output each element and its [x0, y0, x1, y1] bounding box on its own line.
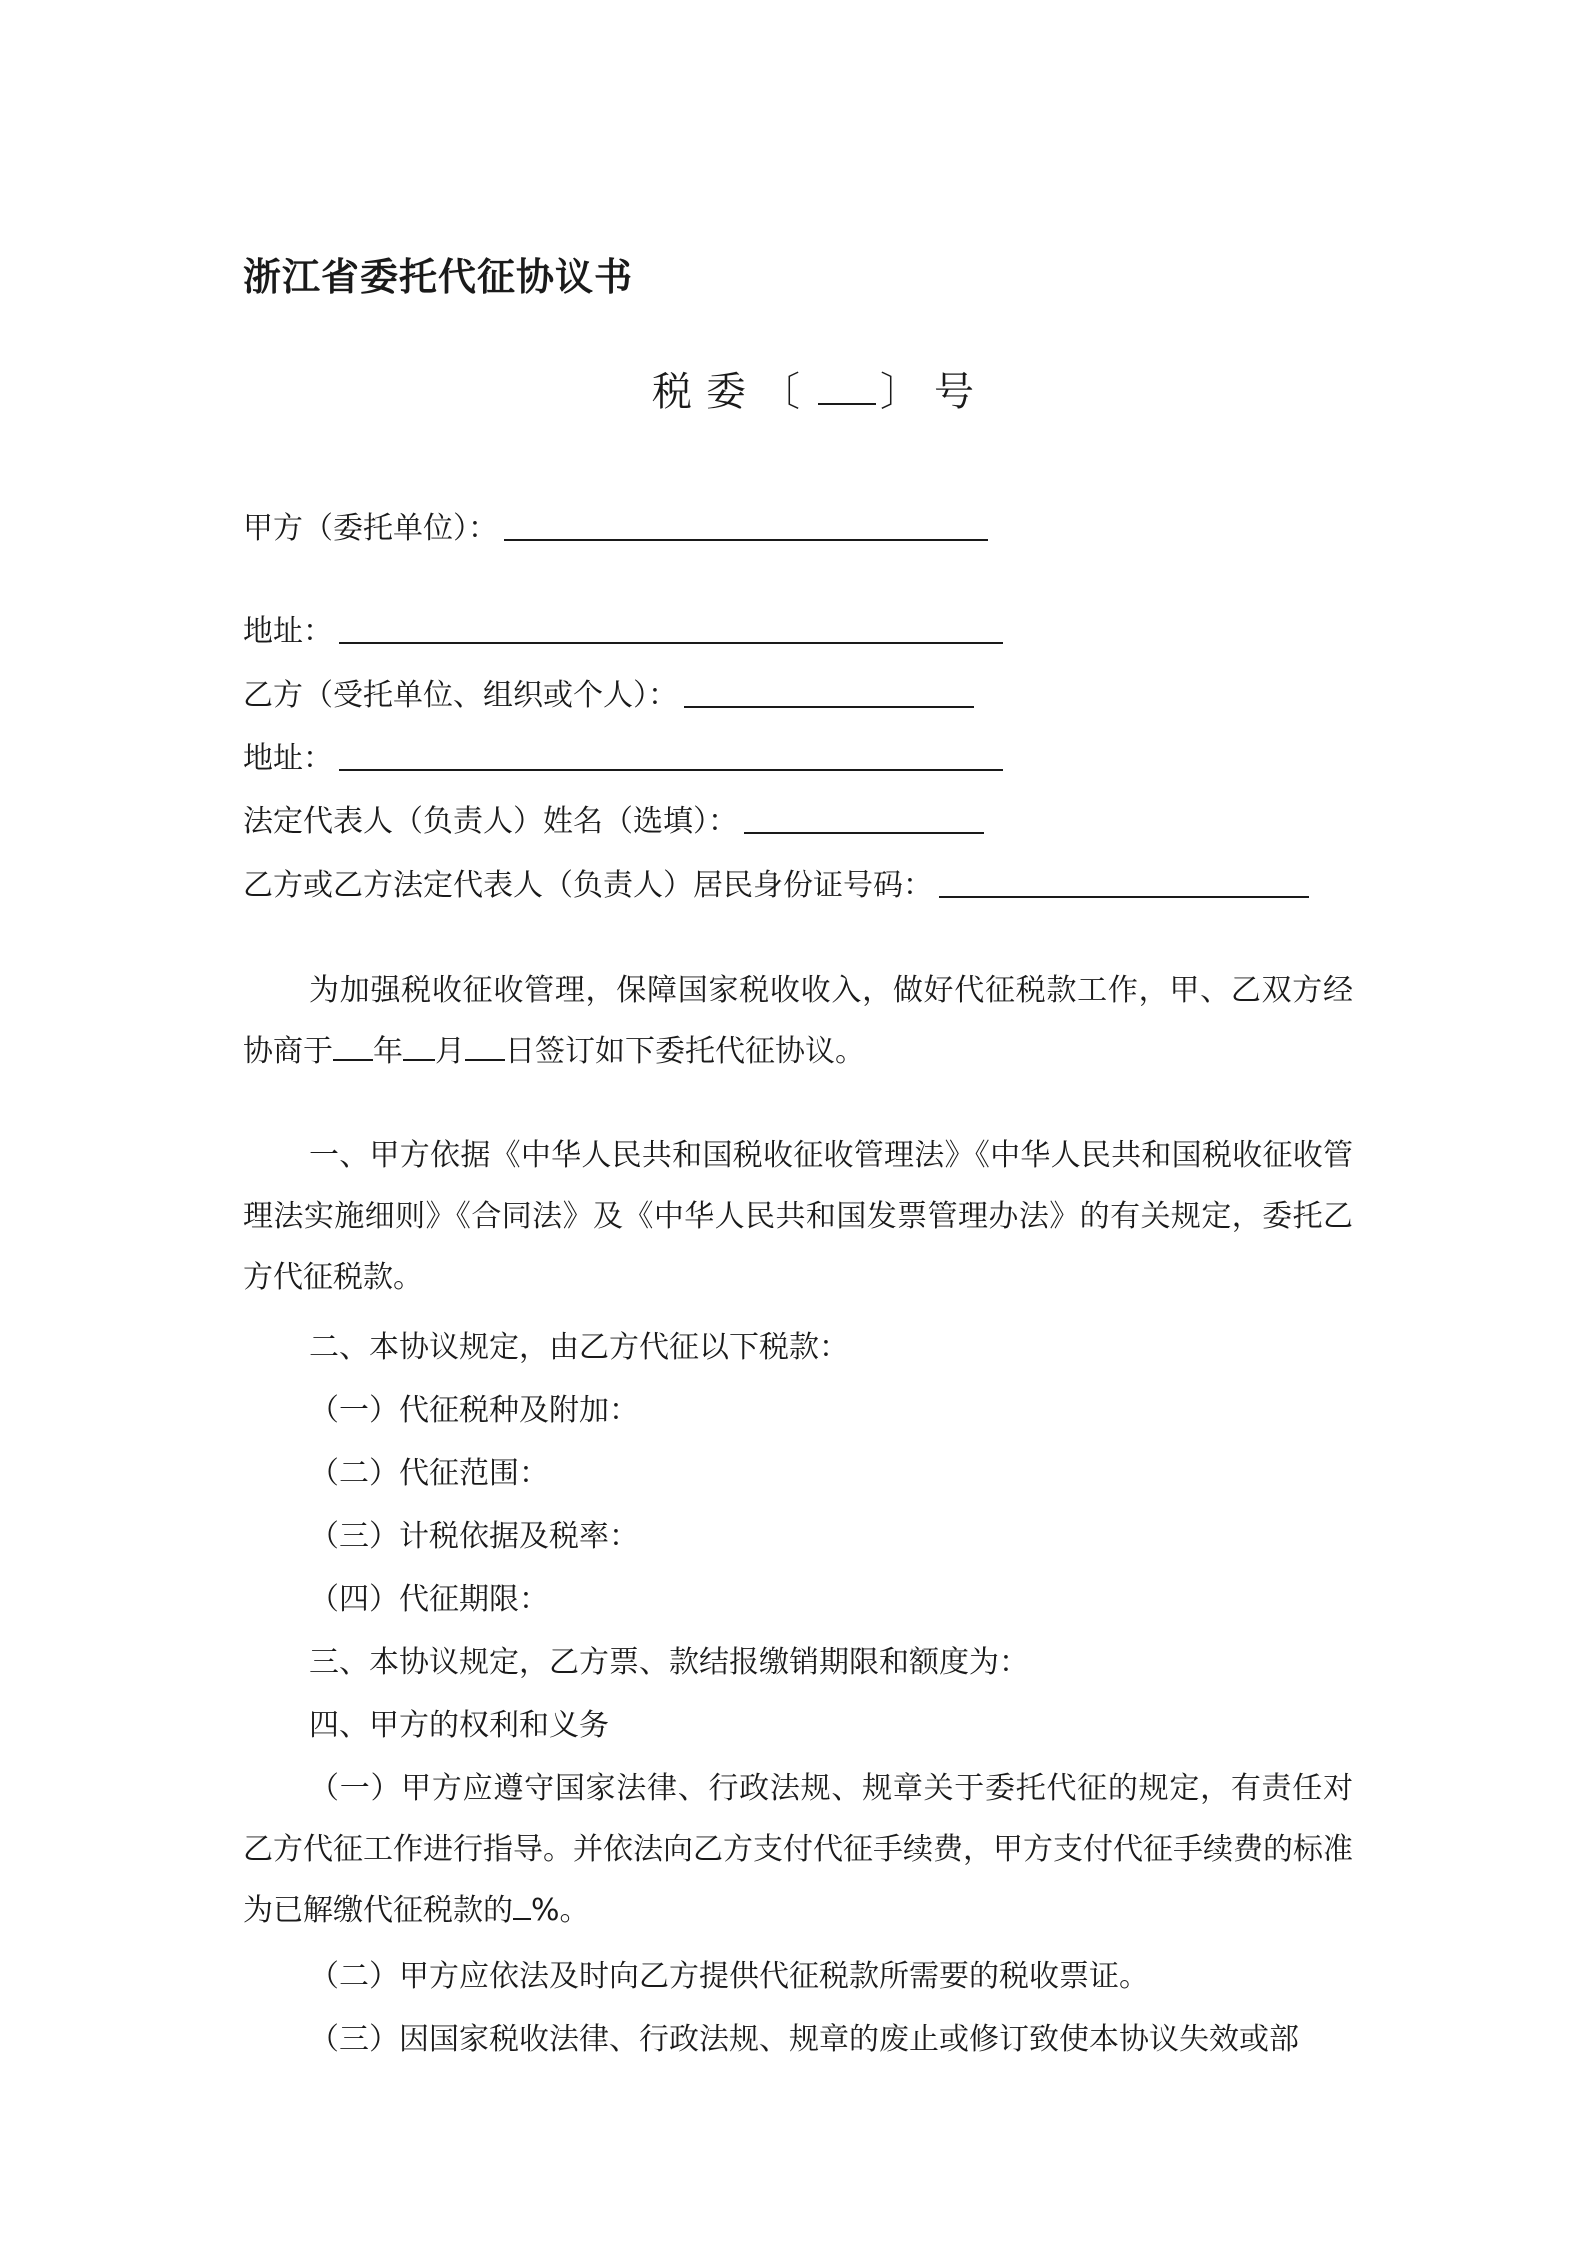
- intro-text-1: 为加强税收征收管理，保障国家税收收入，做好代征税款工作，甲、乙双方经协商于: [243, 973, 1353, 1069]
- docno-blank[interactable]: [818, 377, 876, 405]
- address-a-line: [243, 612, 1003, 652]
- party-b-field[interactable]: [684, 676, 974, 708]
- fee-percent-blank[interactable]: [513, 1890, 531, 1920]
- party-a-field[interactable]: [504, 509, 988, 541]
- clause-4-item-3: （三）因国家税收法律、行政法规、规章的废止或修订致使本协议失效或部: [309, 2022, 1299, 2057]
- legal-rep-line: [243, 802, 984, 842]
- document-number: [652, 360, 988, 417]
- intro-year: 年: [373, 1034, 403, 1069]
- intro-text-2: 日签订如下委托代征协议。: [505, 1034, 865, 1069]
- address-b-label: 地址：: [243, 741, 333, 776]
- clause-2-item-4: （四）代征期限：: [309, 1582, 549, 1617]
- clause-4-item-1-text: （一）甲方应遵守国家法律、行政法规、规章关于委托代征的规定，有责任对乙方代征工作进行指导。并依法向乙方支付代征手续费，甲方支付代征手续费的标准为已解缴代征税款的: [243, 1771, 1353, 1928]
- party-a-label: 甲方（委托单位）：: [243, 511, 498, 546]
- clause-4: 四、甲方的权利和义务: [309, 1708, 609, 1743]
- day-blank[interactable]: [465, 1031, 505, 1061]
- intro-paragraph: [243, 960, 1353, 1082]
- clause-4-item-1: [243, 1758, 1353, 1941]
- docno-suffix: 〕号: [880, 369, 988, 415]
- clause-3: 三、本协议规定，乙方票、款结报缴销期限和额度为：: [309, 1645, 1029, 1680]
- address-a-field[interactable]: [339, 612, 1003, 644]
- clause-2-item-1: （一）代征税种及附加：: [309, 1393, 639, 1428]
- clause-2-item-3: （三）计税依据及税率：: [309, 1519, 639, 1554]
- id-number-field[interactable]: [939, 866, 1309, 898]
- party-b-line: [243, 676, 974, 716]
- party-a-line: [243, 509, 988, 549]
- clause-1: 一、甲方依据《中华人民共和国税收征收管理法》《中华人民共和国税收征收管理法实施细则》《合同法》及《中华人民共和国发票管理办法》的有关规定，委托乙方代征税款。: [243, 1138, 1353, 1295]
- document-title: 浙江省委托代征协议书: [243, 255, 634, 299]
- id-number-line: [243, 866, 1309, 906]
- address-b-field[interactable]: [339, 739, 1003, 771]
- address-a-label: 地址：: [243, 614, 333, 649]
- id-number-label: 乙方或乙方法定代表人（负责人）居民身份证号码：: [243, 868, 933, 903]
- clause-4-item-2: （二）甲方应依法及时向乙方提供代征税款所需要的税收票证。: [309, 1959, 1149, 1994]
- year-blank[interactable]: [333, 1031, 373, 1061]
- address-b-line: [243, 739, 1003, 779]
- clause-2-item-2: （二）代征范围：: [309, 1456, 549, 1491]
- intro-month: 月: [435, 1034, 465, 1069]
- clause-4-item-1-percent: %。: [531, 1893, 590, 1928]
- party-b-label: 乙方（受托单位、组织或个人）：: [243, 678, 678, 713]
- legal-rep-label: 法定代表人（负责人）姓名（选填）：: [243, 804, 738, 839]
- clause-2: 二、本协议规定，由乙方代征以下税款：: [309, 1330, 849, 1365]
- legal-rep-field[interactable]: [744, 802, 984, 834]
- docno-prefix: 税委〔: [652, 369, 814, 415]
- month-blank[interactable]: [403, 1031, 435, 1061]
